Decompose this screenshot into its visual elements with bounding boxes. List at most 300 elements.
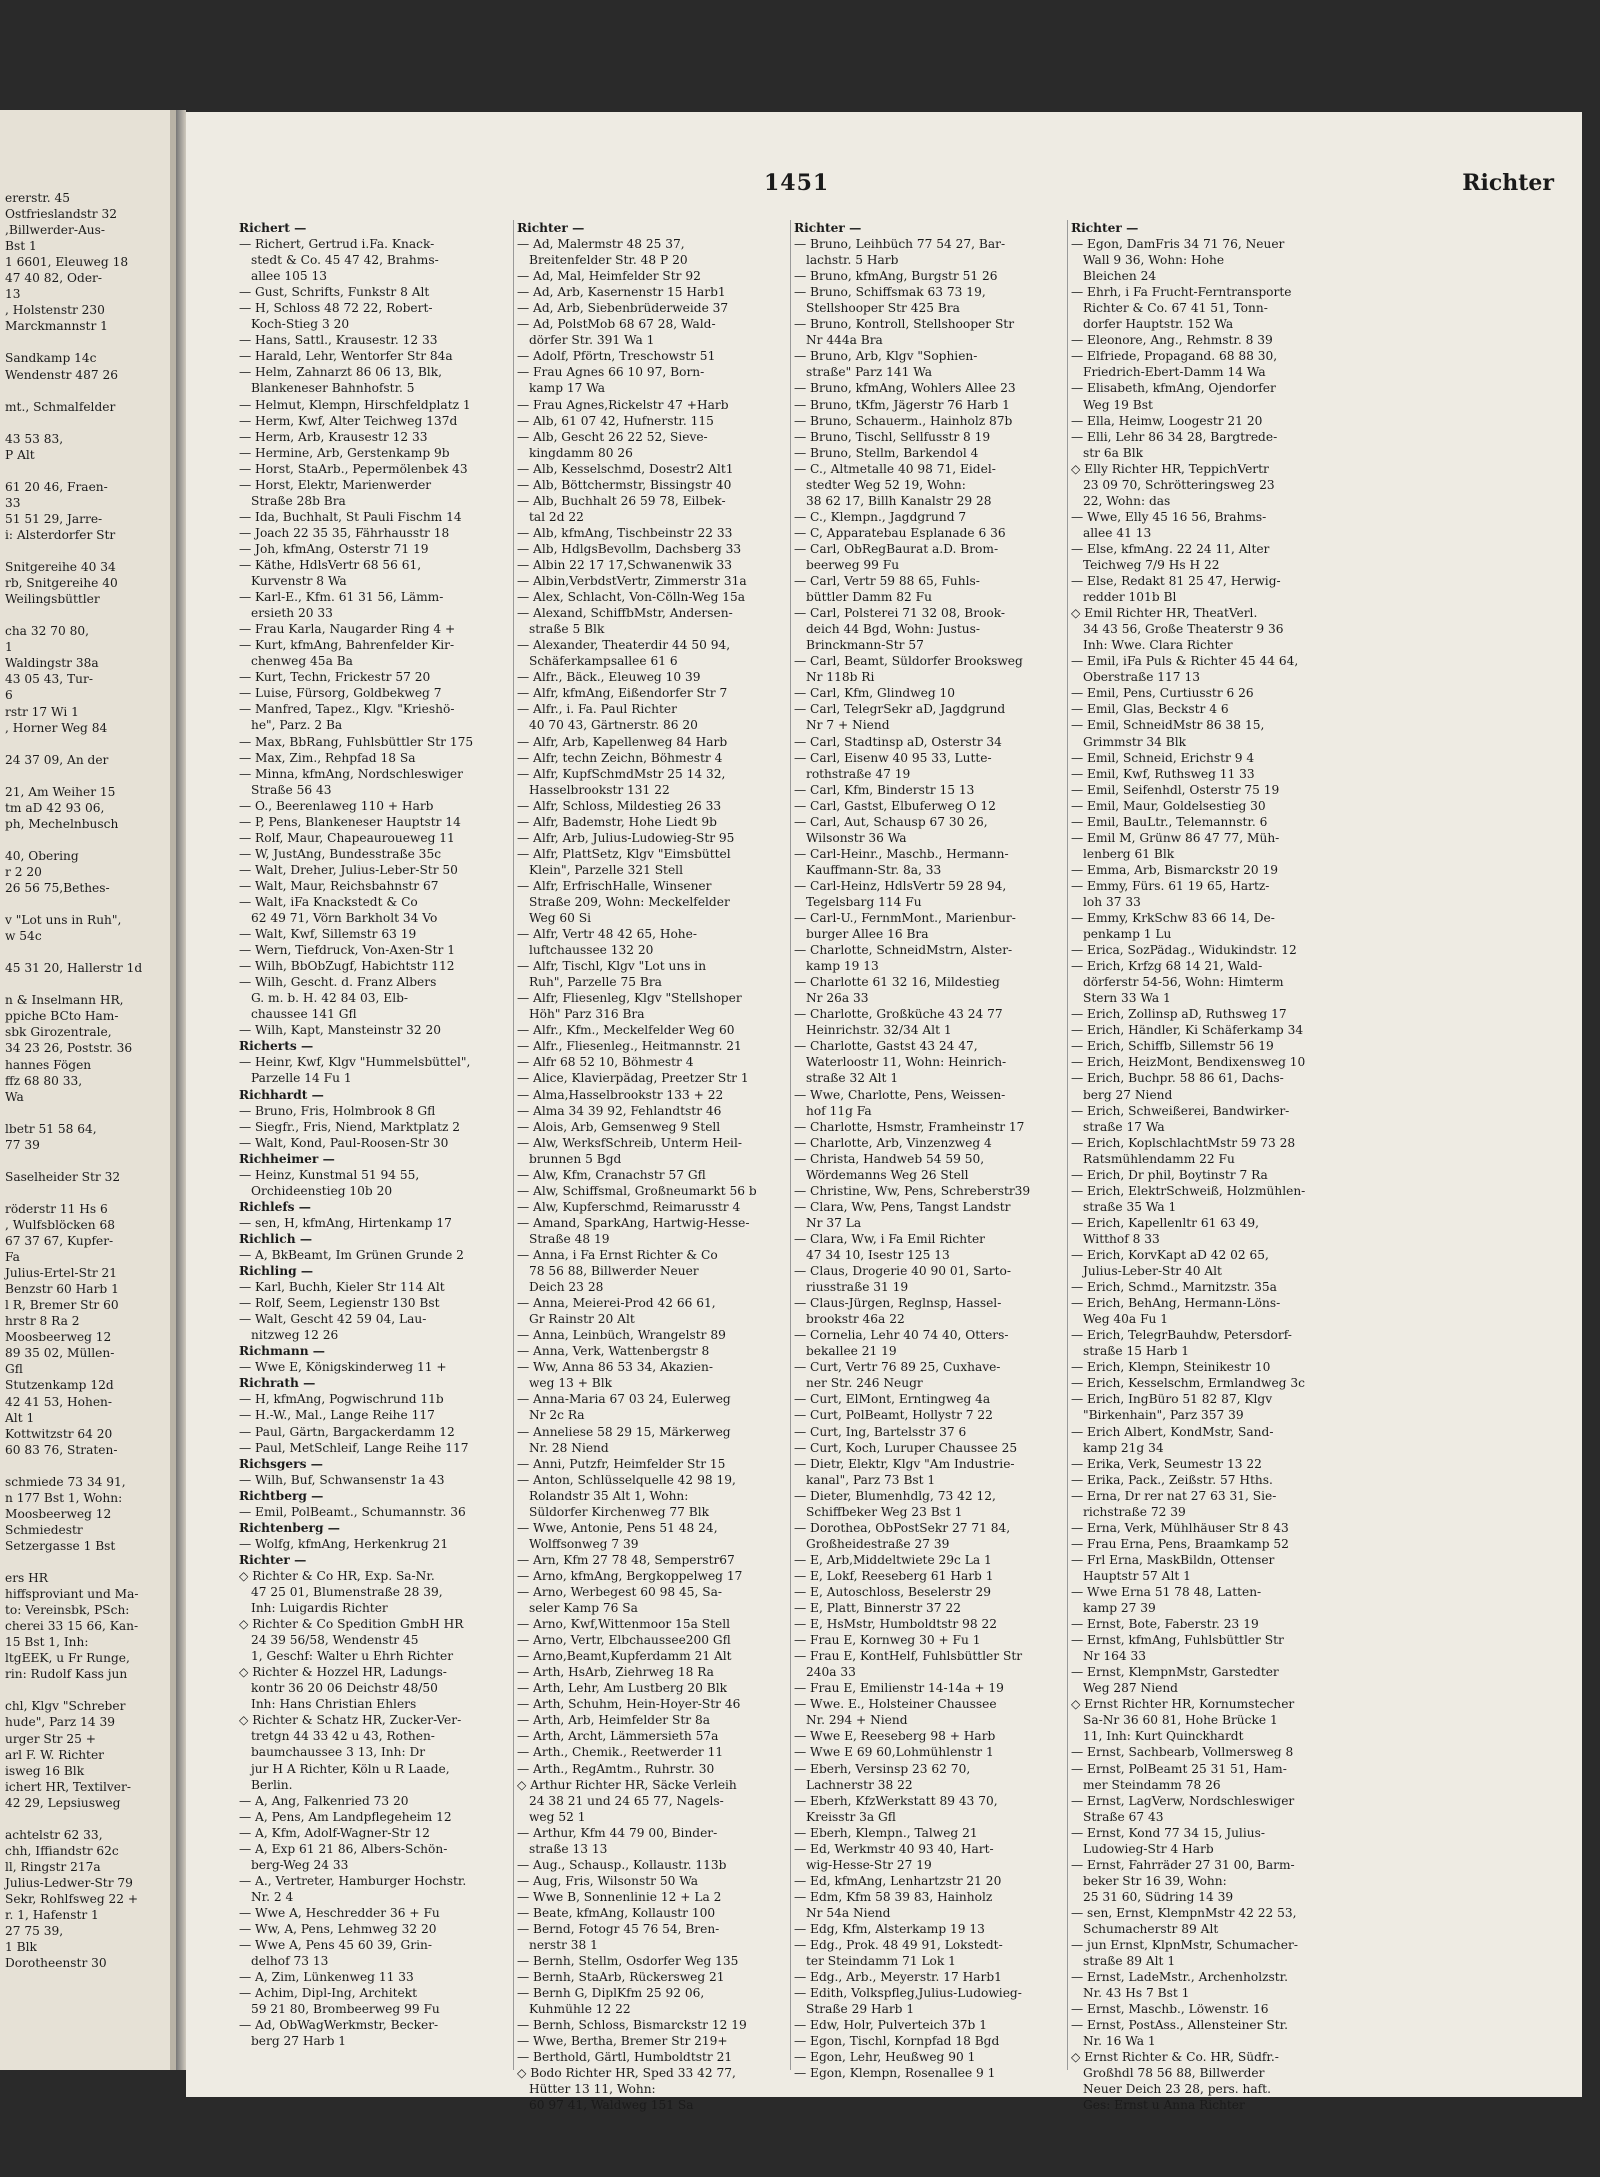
directory-entry-line: — Bruno, Kontroll, Stellshooper Str xyxy=(794,317,1015,332)
directory-entry-line: Richrath — xyxy=(239,1376,316,1391)
directory-entry-line: Süldorfer Kirchenweg 77 Blk xyxy=(529,1504,709,1519)
adjacent-page-column xyxy=(0,190,170,1971)
directory-entry-line: — Egon, DamFris 34 71 76, Neuer xyxy=(1071,237,1285,252)
directory-entry-line: — Ernst, LagVerw, Nordschleswiger xyxy=(1071,1793,1295,1808)
directory-entry-line: — Wwe A, Heschredder 36 + Fu xyxy=(239,1905,440,1920)
directory-entry-line: straße 15 Harb 1 xyxy=(1083,1344,1190,1359)
directory-entry-line: penkamp 1 Lu xyxy=(1083,927,1172,942)
directory-entry-line: 240a 33 xyxy=(806,1665,856,1680)
directory-entry-line: Ratsmühlendamm 22 Fu xyxy=(1083,1151,1235,1166)
directory-entry-line: hof 11g Fa xyxy=(806,1103,872,1118)
directory-entry-line xyxy=(3,1458,167,1474)
directory-entry-line: — Horst, StaArb., Pepermölenbek 43 xyxy=(239,461,468,476)
directory-entry-line: 67 37 67, Kupfer- xyxy=(5,1234,114,1249)
directory-entry-line: — Ww, Anna 86 53 34, Akazien- xyxy=(517,1360,713,1375)
directory-entry-line: — Curt, Ing, Bartelsstr 37 6 xyxy=(794,1424,967,1439)
directory-entry-line: — Emil, PolBeamt., Schumannstr. 36 xyxy=(239,1504,466,1519)
directory-entry-line: Richert — xyxy=(239,221,307,235)
directory-entry-line: — Emil, Maur, Goldelsestieg 30 xyxy=(1071,798,1266,813)
directory-entry-line: 38 62 17, Billh Kanalstr 29 28 xyxy=(806,493,992,508)
directory-entry-line: ◇ Richter & Co Spedition GmbH HR xyxy=(239,1617,464,1632)
directory-entry-line: tal 2d 22 xyxy=(529,509,584,524)
directory-entry-line: , Horner Weg 84 xyxy=(5,720,108,735)
directory-entry-line: dorfer Hauptstr. 152 Wa xyxy=(1083,317,1234,332)
directory-entry-line: ter Steindamm 71 Lok 1 xyxy=(806,1954,956,1969)
directory-entry-line: 1, Geschf: Walter u Ehrh Richter xyxy=(251,1649,454,1664)
directory-entry-line: Richter — xyxy=(239,1552,307,1567)
directory-entry-line: jur H A Richter, Köln u R Laade, xyxy=(251,1761,450,1776)
directory-entry-line xyxy=(3,607,167,623)
directory-entry-line: 25 31 60, Südring 14 39 xyxy=(1083,1889,1234,1904)
directory-entry-line: — Edg., Arb., Meyerstr. 17 Harb1 xyxy=(794,1970,1002,1985)
directory-entry-line: — Alexander, Theaterdir 44 50 94, xyxy=(517,638,731,653)
directory-entry-line: Nr 118b Ri xyxy=(806,670,875,685)
directory-page xyxy=(186,112,1582,2113)
directory-entry-line: — Alma,Hasselbrookstr 133 + 22 xyxy=(517,1087,724,1102)
directory-entry-line: Nr 2c Ra xyxy=(529,1408,585,1423)
directory-entry-line: — Wilh, Kapt, Mansteinstr 32 20 xyxy=(239,1023,442,1038)
directory-entry-line: — Albin 22 17 17,Schwanenwik 33 xyxy=(517,557,733,572)
directory-entry-line: Hasselbrookstr 131 22 xyxy=(529,782,670,797)
directory-entry-line: — Alfr 68 52 10, Böhmestr 4 xyxy=(517,1055,694,1070)
directory-entry-line: — Carl, Kfm, Glindweg 10 xyxy=(794,686,956,701)
directory-entry-line: straße 89 Alt 1 xyxy=(1083,1954,1176,1969)
directory-entry-line: — Arth, Arb, Heimfelder Str 8a xyxy=(517,1713,710,1728)
directory-entry-line: kamp 19 13 xyxy=(806,959,879,974)
directory-entry-line: rothstraße 47 19 xyxy=(806,766,911,781)
directory-entry-line: — Albin,VerbdstVertr, Zimmerstr 31a xyxy=(517,574,747,589)
directory-entry-line: 15 Bst 1, Inh: xyxy=(5,1635,89,1650)
directory-entry-line: — Bruno, kfmAng, Burgstr 51 26 xyxy=(794,269,998,284)
directory-entry-line: Bst 1 xyxy=(5,239,37,254)
directory-entry-line: — sen, H, kfmAng, Hirtenkamp 17 xyxy=(239,1215,452,1230)
directory-entry-line: Straße 48 19 xyxy=(529,1231,610,1246)
directory-entry-line: — Alb, Gescht 26 22 52, Sieve- xyxy=(517,429,708,444)
directory-entry-line: Nr 164 33 xyxy=(1083,1649,1147,1664)
directory-entry-line: — Wwe, Elly 45 16 56, Brahms- xyxy=(1071,509,1267,524)
directory-entry-line: Weg 60 Si xyxy=(529,911,592,926)
directory-entry-line: — Alfr, Arb, Julius-Ludowieg-Str 95 xyxy=(517,830,735,845)
directory-entry-line: — E, Platt, Binnerstr 37 22 xyxy=(794,1601,961,1616)
directory-entry-line: — Alfr, Arb, Kapellenweg 84 Harb xyxy=(517,734,728,749)
directory-entry-line: hiffsproviant und Ma- xyxy=(5,1587,139,1602)
directory-entry-line: — Arth., Chemik., Reetwerder 11 xyxy=(517,1745,724,1760)
directory-entry-line: ◇ Richter & Co HR, Exp. Sa-Nr. xyxy=(239,1568,435,1583)
directory-entry-line: straße 5 Blk xyxy=(529,622,605,637)
directory-entry-line: — Paul, MetSchleif, Lange Reihe 117 xyxy=(239,1440,469,1455)
directory-entry-line: — C., Altmetalle 40 98 71, Eidel- xyxy=(794,461,996,476)
directory-entry-line: Inh: Wwe. Clara Richter xyxy=(1083,638,1233,653)
directory-entry-line: — Edith, Volkspfleg,Julius-Ludowieg- xyxy=(794,1986,1022,2001)
directory-entry-line: — Wilh, Buf, Schwansenstr 1a 43 xyxy=(239,1472,445,1487)
directory-entry-line: — Frau E, Kornweg 30 + Fu 1 xyxy=(794,1633,981,1648)
directory-entry-line: beker Str 16 39, Wohn: xyxy=(1083,1873,1227,1888)
directory-entry-line: — Helmut, Klempn, Hirschfeldplatz 1 xyxy=(239,397,471,412)
directory-entry-line: 34 43 56, Große Theaterstr 9 36 xyxy=(1083,622,1284,637)
directory-entry-line: 61 20 46, Fraen- xyxy=(5,479,108,494)
directory-entry-line: 47 34 10, Isestr 125 13 xyxy=(806,1248,950,1262)
directory-entry-line: cha 32 70 80, xyxy=(5,624,89,639)
directory-entry-line: 13 xyxy=(5,287,21,302)
directory-entry-line: berg 27 Harb 1 xyxy=(251,2034,347,2049)
directory-entry-line: — Wwe A, Pens 45 60 39, Grin- xyxy=(239,1938,432,1953)
directory-entry-line: richstraße 72 39 xyxy=(1083,1504,1186,1519)
directory-entry-line: — P, Pens, Blankeneser Hauptstr 14 xyxy=(239,814,461,829)
directory-entry-line: 1 Blk xyxy=(5,1940,37,1955)
directory-entry-line: Kuhmühle 12 22 xyxy=(529,2002,631,2017)
directory-entry-line: ltgEEK, u Fr Runge, xyxy=(5,1651,130,1666)
directory-entry-line: Moosbeerweg 12 xyxy=(5,1506,112,1521)
directory-entry-line: Höh" Parz 316 Bra xyxy=(529,1007,645,1022)
directory-entry-line: ersieth 20 33 xyxy=(251,606,333,621)
directory-entry-line: Bleichen 24 xyxy=(1083,269,1157,284)
directory-entry-line: — Heinr, Kwf, Klgv "Hummelsbüttel", xyxy=(239,1055,471,1070)
directory-entry-line: Straße 67 43 xyxy=(1083,1809,1164,1824)
directory-entry-line xyxy=(3,463,167,479)
directory-entry-line xyxy=(3,1185,167,1201)
directory-entry-line: — Erich, KorvKapt aD 42 02 65, xyxy=(1071,1248,1269,1262)
directory-entry-line: — H.-W., Mal., Lange Reihe 117 xyxy=(239,1408,435,1423)
directory-entry-line: — Aug., Schausp., Kollaustr. 113b xyxy=(517,1857,727,1872)
directory-entry-line: 47 25 01, Blumenstraße 28 39, xyxy=(251,1584,443,1599)
directory-entry-line: — Alb, Kesselschmd, Dosestr2 Alt1 xyxy=(517,461,734,476)
directory-entry-line: chenweg 45a Ba xyxy=(251,654,353,669)
directory-entry-line: 22, Wohn: das xyxy=(1083,493,1171,508)
page-number: 1451 xyxy=(764,170,830,196)
directory-entry-line: — Alb, 61 07 42, Hufnerstr. 115 xyxy=(517,413,714,428)
directory-entry-line: — Karl, Buchh, Kieler Str 114 Alt xyxy=(239,1280,445,1295)
directory-entry-line: Neuer Deich 23 28, pers. haft. xyxy=(1083,2082,1271,2097)
directory-entry-line: Großheidestraße 27 39 xyxy=(806,1536,950,1551)
directory-entry-line: — Ernst, PolBeamt 25 31 51, Ham- xyxy=(1071,1761,1287,1776)
directory-entry-line: — Adolf, Pförtn, Treschowstr 51 xyxy=(517,349,716,364)
directory-entry-line: — Frl Erna, MaskBildn, Ottenser xyxy=(1071,1552,1275,1567)
directory-entry-line: — Emma, Arb, Bismarckstr 20 19 xyxy=(1071,862,1278,877)
directory-entry-line: l R, Bremer Str 60 xyxy=(5,1298,119,1313)
directory-entry-line: — Emil, Schneid, Erichstr 9 4 xyxy=(1071,750,1255,765)
directory-entry-line: — Ernst, Sachbearb, Vollmersweg 8 xyxy=(1071,1745,1294,1760)
directory-entry-line: — H, Schloss 48 72 22, Robert- xyxy=(239,301,433,316)
directory-entry-line: ffz 68 80 33, xyxy=(5,1073,83,1088)
directory-entry-line: Kreisstr 3a Gfl xyxy=(806,1809,896,1824)
directory-entry-line: — Arno,Beamt,Kupferdamm 21 Alt xyxy=(517,1649,732,1664)
directory-entry-line: to: Vereinsbk, PSch: xyxy=(5,1603,130,1618)
book-gutter xyxy=(176,110,186,2070)
directory-entry-line: — Alfr, Schloss, Mildestieg 26 33 xyxy=(517,798,722,813)
directory-entry-line: — Bruno, Fris, Holmbrook 8 Gfl xyxy=(239,1103,436,1118)
directory-entry-line: — Wwe B, Sonnenlinie 12 + La 2 xyxy=(517,1889,722,1904)
directory-entry-line: — Erich, Krfzg 68 14 21, Wald- xyxy=(1071,959,1263,974)
directory-entry-line: — Curt, ElMont, Erntingweg 4a xyxy=(794,1392,991,1407)
directory-entry-line xyxy=(3,1811,167,1827)
directory-entry-line: — Frau Agnes 66 10 97, Born- xyxy=(517,365,705,380)
directory-entry-line xyxy=(3,768,167,784)
directory-entry-line: Wa xyxy=(5,1089,24,1104)
directory-entry-line: — Erica, SozPädag., Widukindstr. 12 xyxy=(1071,943,1297,958)
directory-entry-line: berg-Weg 24 33 xyxy=(251,1857,349,1872)
directory-entry-line: ◇ Richter & Hozzel HR, Ladungs- xyxy=(239,1665,447,1680)
directory-entry-line: Blankeneser Bahnhofstr. 5 xyxy=(251,381,415,396)
directory-entry-line: — Ad, PolstMob 68 67 28, Wald- xyxy=(517,317,716,332)
directory-entry-line: berg 27 Niend xyxy=(1083,1087,1173,1102)
directory-entry-line: — Eleonore, Ang., Rehmstr. 8 39 xyxy=(1071,333,1273,348)
directory-entry-line: ,Billwerder-Aus- xyxy=(5,223,105,238)
page-header xyxy=(186,170,1582,200)
directory-entry-line: burger Allee 16 Bra xyxy=(806,927,929,942)
directory-entry-line: — Erich, IngBüro 51 82 87, Klgv xyxy=(1071,1392,1273,1407)
directory-entry-line: Richlefs — xyxy=(239,1199,311,1214)
directory-entry-line: — jun Ernst, KlpnMstr, Schumacher- xyxy=(1071,1938,1298,1953)
directory-entry-line: — Egon, Lehr, Heußweg 90 1 xyxy=(794,2050,976,2065)
directory-entry-line: Nr. 43 Hs 7 Bst 1 xyxy=(1083,1986,1190,2001)
directory-entry-line: 26 56 75,Bethes- xyxy=(5,881,110,896)
directory-entry-line: ererstr. 45 xyxy=(5,191,70,205)
directory-entry-line: — Anna, i Fa Ernst Richter & Co xyxy=(517,1248,718,1262)
directory-entry-line: Nr. 294 + Niend xyxy=(806,1713,908,1728)
directory-entry-line: dörferstr 54-56, Wohn: Himterm xyxy=(1083,975,1284,990)
directory-entry-line: — Elfriede, Propagand. 68 88 30, xyxy=(1071,349,1278,364)
directory-entry-line: — A, Zim, Lünkenweg 11 33 xyxy=(239,1970,414,1985)
directory-entry-line: — Walt, Maur, Reichsbahnstr 67 xyxy=(239,878,439,893)
directory-entry-line: — Arth, Lehr, Am Lustberg 20 Blk xyxy=(517,1681,728,1696)
directory-entry-line: — Ed, Werkmstr 40 93 40, Hart- xyxy=(794,1841,994,1856)
directory-entry-line: — Emil, SchneidMstr 86 38 15, xyxy=(1071,718,1265,733)
directory-entry-line: — Emil, Pens, Curtiusstr 6 26 xyxy=(1071,686,1254,701)
directory-entry-line: — Charlotte, Großküche 43 24 77 xyxy=(794,1007,1003,1022)
directory-entry-line: straße 17 Wa xyxy=(1083,1119,1165,1134)
directory-entry-line: — Hans, Sattl., Krausestr. 12 33 xyxy=(239,333,438,348)
directory-entry-line: arl F. W. Richter xyxy=(5,1747,104,1762)
directory-entry-line: Nr 7 + Niend xyxy=(806,718,890,733)
directory-entry-line: isweg 16 Blk xyxy=(5,1763,85,1778)
directory-entry-line: Großhdl 78 56 88, Billwerder xyxy=(1083,2066,1265,2081)
directory-entry-line: — Manfred, Tapez., Klgv. "Krieshö- xyxy=(239,702,455,717)
directory-entry-line: ◇ Elly Richter HR, TeppichVertr xyxy=(1071,461,1269,476)
directory-entry-line: v "Lot uns in Ruh", xyxy=(5,913,122,928)
directory-entry-line: mer Steindamm 78 26 xyxy=(1083,1777,1221,1792)
directory-entry-line: Snitgereihe 40 34 xyxy=(5,560,116,575)
directory-entry-line: tm aD 42 93 06, xyxy=(5,800,105,815)
directory-entry-line: Weg 287 Niend xyxy=(1083,1681,1178,1696)
directory-entry-line: — Erich, BehAng, Hermann-Löns- xyxy=(1071,1296,1281,1311)
directory-entry-line: — Christa, Handweb 54 59 50, xyxy=(794,1151,985,1166)
directory-entry-line: loh 37 33 xyxy=(1083,894,1141,909)
directory-entry-line: — Dietr, Elektr, Klgv "Am Industrie- xyxy=(794,1456,1015,1471)
directory-entry-line: Parzelle 14 Fu 1 xyxy=(251,1071,352,1086)
directory-column-2 xyxy=(513,220,790,2113)
directory-entry-line: — Curt, Koch, Luruper Chaussee 25 xyxy=(794,1440,1018,1455)
directory-entry-line: — Frau Erna, Pens, Braamkamp 52 xyxy=(1071,1536,1289,1551)
directory-column-3 xyxy=(790,220,1067,2081)
directory-entry-line: — Anna, Meierei-Prod 42 66 61, xyxy=(517,1296,716,1311)
directory-entry-line: — Gust, Schrifts, Funkstr 8 Alt xyxy=(239,285,430,300)
directory-entry-line: lbetr 51 58 64, xyxy=(5,1121,97,1136)
directory-entry-line: — Alma 34 39 92, Fehlandtstr 46 xyxy=(517,1103,722,1118)
directory-entry-line: 1 6601, Eleuweg 18 xyxy=(5,255,129,270)
directory-entry-line: — Erich, Händler, Ki Schäferkamp 34 xyxy=(1071,1023,1304,1038)
directory-entry-line: — Ad, Arb, Siebenbrüderweide 37 xyxy=(517,301,729,316)
directory-entry-line: — Carl, Stadtinsp aD, Osterstr 34 xyxy=(794,734,1002,749)
directory-entry-line: — Elisabeth, kfmAng, Ojendorfer xyxy=(1071,381,1276,396)
directory-entry-line: ◇ Richter & Schatz HR, Zucker-Ver- xyxy=(239,1713,462,1728)
directory-entry-line: — Frau Agnes,Rickelstr 47 +Harb xyxy=(517,397,729,412)
directory-entry-line: — Carl-Heinz, HdlsVertr 59 28 94, xyxy=(794,878,1007,893)
directory-entry-line: — Alfr, techn Zeichn, Böhmestr 4 xyxy=(517,750,723,765)
directory-entry-line: 1 xyxy=(5,640,13,655)
directory-entry-line: dörfer Str. 391 Wa 1 xyxy=(529,333,655,348)
directory-entry-line: ner Str. 246 Neugr xyxy=(806,1376,923,1391)
directory-entry-line: — Claus-Jürgen, Reglnsp, Hassel- xyxy=(794,1296,1002,1311)
directory-entry-line: — Walt, Dreher, Julius-Leber-Str 50 xyxy=(239,862,458,877)
directory-entry-line: — Alex, Schlacht, Von-Cölln-Weg 15a xyxy=(517,590,746,605)
directory-entry-line: Rolandstr 35 Alt 1, Wohn: xyxy=(529,1488,689,1503)
directory-entry-line: allee 105 13 xyxy=(251,269,328,284)
directory-entry-line: Fa xyxy=(5,1250,20,1265)
directory-entry-line: Schiffbeker Weg 23 Bst 1 xyxy=(806,1504,963,1519)
directory-entry-line: — Erich, Schmd., Marnitzstr. 35a xyxy=(1071,1280,1277,1295)
directory-entry-line: Kottwitzstr 64 20 xyxy=(5,1426,113,1441)
directory-entry-line: str 6a Blk xyxy=(1083,445,1143,460)
directory-entry-line: — Alfr, ErfrischHalle, Winsener xyxy=(517,878,712,893)
directory-entry-line: weg 52 1 xyxy=(529,1809,586,1824)
directory-entry-line: Orchideenstieg 10b 20 xyxy=(251,1183,393,1198)
directory-entry-line: — Ernst, PostAss., Allensteiner Str. xyxy=(1071,2018,1288,2033)
directory-entry-line: — Alfr, Fliesenleg, Klgv "Stellshoper xyxy=(517,991,742,1006)
directory-entry-line: — Herm, Arb, Krausestr 12 33 xyxy=(239,429,428,444)
directory-entry-line: — Wilh, Gescht. d. Franz Albers xyxy=(239,975,437,990)
directory-entry-line: Richlich — xyxy=(239,1231,313,1246)
directory-entry-line: Nr 444a Bra xyxy=(806,333,883,348)
directory-entry-line: — Walt, Kwf, Sillemstr 63 19 xyxy=(239,927,417,942)
directory-entry-line: — Alfr., i. Fa. Paul Richter xyxy=(517,702,677,717)
directory-entry-line: Benzstr 60 Harb 1 xyxy=(5,1282,119,1297)
directory-entry-line: 34 23 26, Poststr. 36 xyxy=(5,1041,133,1056)
directory-entry-line: riusstraße 31 19 xyxy=(806,1280,909,1295)
directory-entry-line: — Egon, Klempn, Rosenallee 9 1 xyxy=(794,2066,996,2081)
directory-entry-line xyxy=(3,896,167,912)
directory-entry-line: Inh: Hans Christian Ehlers xyxy=(251,1697,417,1712)
directory-entry-line: — Alois, Arb, Gemsenweg 9 Stell xyxy=(517,1119,721,1134)
directory-entry-line: Klein", Parzelle 321 Stell xyxy=(529,862,683,877)
directory-entry-line: — Ella, Heimw, Loogestr 21 20 xyxy=(1071,413,1263,428)
directory-entry-line: — Anna-Maria 67 03 24, Eulerweg xyxy=(517,1392,731,1407)
directory-entry-line: Julius-Ertel-Str 21 xyxy=(5,1266,118,1281)
directory-entry-line: — Erich, Schiffb, Sillemstr 56 19 xyxy=(1071,1039,1274,1054)
directory-entry-line xyxy=(3,976,167,992)
directory-entry-line: röderstr 11 Hs 6 xyxy=(5,1201,108,1216)
directory-entry-line: Weilingsbüttler xyxy=(5,592,100,607)
directory-entry-line: — Emil, Kwf, Ruthsweg 11 33 xyxy=(1071,766,1255,781)
directory-entry-line: — Bruno, Stellm, Barkendol 4 xyxy=(794,445,979,460)
directory-entry-line: ph, Mechelnbusch xyxy=(5,816,119,831)
directory-entry-line: — Alb, Buchhalt 26 59 78, Eilbek- xyxy=(517,493,726,508)
directory-entry-line: — Emil M, Grünw 86 47 77, Müh- xyxy=(1071,830,1280,845)
directory-entry-line: deich 44 Bgd, Wohn: Justus- xyxy=(806,622,980,637)
directory-entry-line: — Arth, HsArb, Ziehrweg 18 Ra xyxy=(517,1665,714,1680)
directory-entry-line: — Heinz, Kunstmal 51 94 55, xyxy=(239,1167,420,1182)
directory-entry-line: — Alw, Schiffsmal, Großneumarkt 56 b xyxy=(517,1183,757,1198)
directory-entry-line xyxy=(3,1682,167,1698)
directory-entry-line: kamp 21g 34 xyxy=(1083,1440,1164,1455)
directory-entry-line: — Bruno, Schiffsmak 63 73 19, xyxy=(794,285,986,300)
directory-entry-line: — Luise, Fürsorg, Goldbekweg 7 xyxy=(239,686,442,701)
directory-entry-line: 24 37 09, An der xyxy=(5,752,109,767)
directory-entry-line: luftchaussee 132 20 xyxy=(529,943,654,958)
directory-entry-line: Kauffmann-Str. 8a, 33 xyxy=(806,862,942,877)
directory-entry-line: kontr 36 20 06 Deichstr 48/50 xyxy=(251,1681,438,1696)
directory-entry-line: — Eberh, Versinsp 23 62 70, xyxy=(794,1761,971,1776)
directory-entry-line: Ges: Ernst u Anna Richter xyxy=(1083,2098,1245,2113)
directory-entry-line: schmiede 73 34 91, xyxy=(5,1474,126,1489)
directory-entry-line: Friedrich-Ebert-Damm 14 Wa xyxy=(1083,365,1266,380)
directory-entry-line: — Ernst, LadeMstr., Archenholzstr. xyxy=(1071,1970,1289,1985)
directory-entry-line: — W, JustAng, Bundesstraße 35c xyxy=(239,846,442,861)
directory-entry-line: G. m. b. H. 42 84 03, Elb- xyxy=(251,991,409,1006)
directory-entry-line: allee 41 13 xyxy=(1083,525,1152,540)
directory-entry-line: — Alb, Böttchermstr, Bissingstr 40 xyxy=(517,477,732,492)
directory-entry-line: Breitenfelder Str. 48 P 20 xyxy=(529,253,688,268)
directory-entry-line: — Carl, TelegrSekr aD, Jagdgrund xyxy=(794,702,1006,717)
directory-entry-line: Schumacherstr 89 Alt xyxy=(1083,1921,1219,1936)
directory-entry-line: — Erich, Kesselschm, Ermlandweg 3c xyxy=(1071,1376,1305,1391)
directory-entry-line: — Emil, Seifenhdl, Osterstr 75 19 xyxy=(1071,782,1280,797)
directory-entry-line: hannes Fögen xyxy=(5,1057,92,1072)
directory-entry-line: — Bernh, Schloss, Bismarckstr 12 19 xyxy=(517,2018,747,2033)
directory-entry-line: delhof 73 13 xyxy=(251,1954,329,1969)
directory-entry-line: — Erich, ElektrSchweiß, Holzmühlen- xyxy=(1071,1183,1306,1198)
directory-entry-line: seler Kamp 76 Sa xyxy=(529,1601,638,1616)
directory-entry-line xyxy=(3,334,167,350)
directory-entry-line xyxy=(3,944,167,960)
directory-entry-line: Koch-Stieg 3 20 xyxy=(251,317,350,332)
directory-entry-line: Wilsonstr 36 Wa xyxy=(806,830,907,845)
directory-entry-line: Julius-Ledwer-Str 79 xyxy=(5,1875,133,1890)
directory-entry-line: — E, Arb,Middeltwiete 29c La 1 xyxy=(794,1552,992,1567)
directory-entry-line: stedt & Co. 45 47 42, Brahms- xyxy=(251,253,439,268)
directory-entry-line: — C, Apparatebau Esplanade 6 36 xyxy=(794,525,1006,540)
directory-entry-line: chh, Iffiandstr 62c xyxy=(5,1843,119,1858)
directory-entry-line: büttler Damm 82 Fu xyxy=(806,590,932,605)
directory-entry-line: — Ad, Arb, Kasernenstr 15 Harb1 xyxy=(517,285,726,300)
directory-entry-line: 47 40 82, Oder- xyxy=(5,271,102,286)
directory-entry-line: — Alfr., Fliesenleg., Heitmannstr. 21 xyxy=(517,1039,742,1054)
directory-entry-line: — A., Vertreter, Hamburger Hochstr. xyxy=(239,1873,467,1888)
directory-entry-line: — Ad, Malermstr 48 25 37, xyxy=(517,237,685,252)
directory-entry-line: — Carl, Eisenw 40 95 33, Lutte- xyxy=(794,750,992,765)
directory-entry-line: 24 39 56/58, Wendenstr 45 xyxy=(251,1633,419,1648)
directory-entry-line: — Alfr, Tischl, Klgv "Lot uns in xyxy=(517,959,707,974)
directory-entry-line: — A, BkBeamt, Im Grünen Grunde 2 xyxy=(239,1248,464,1262)
directory-entry-line xyxy=(3,1105,167,1121)
directory-entry-line: nerstr 38 1 xyxy=(529,1938,598,1953)
directory-entry-line: — Anni, Putzfr, Heimfelder Str 15 xyxy=(517,1456,726,1471)
directory-entry-line: Richter — xyxy=(794,221,862,235)
directory-entry-line: — Joh, kfmAng, Osterstr 71 19 xyxy=(239,541,429,556)
directory-entry-line: 43 53 83, xyxy=(5,431,64,446)
directory-entry-line: — Alw, WerksfSchreib, Unterm Heil- xyxy=(517,1135,742,1150)
directory-entry-line: Deich 23 28 xyxy=(529,1280,604,1295)
directory-entry-line: — Egon, Tischl, Kornpfad 18 Bgd xyxy=(794,2034,1000,2049)
directory-entry-line: — Frau Karla, Naugarder Ring 4 + xyxy=(239,622,456,637)
directory-entry-line xyxy=(3,415,167,431)
directory-entry-line: — Kurt, Techn, Frickestr 57 20 xyxy=(239,670,431,685)
directory-entry-line: — Wilh, BbObZugf, Habichtstr 112 xyxy=(239,959,455,974)
directory-entry-line: Sekr, Rohlfsweg 22 + xyxy=(5,1891,139,1906)
directory-entry-line: — Curt, PolBeamt, Hollystr 7 22 xyxy=(794,1408,993,1423)
directory-entry-line: — Bruno, Leihbüch 77 54 27, Bar- xyxy=(794,237,1006,252)
directory-entry-line: Schäferkampsallee 61 6 xyxy=(529,654,678,669)
directory-entry-line: 51 51 29, Jarre- xyxy=(5,511,103,526)
